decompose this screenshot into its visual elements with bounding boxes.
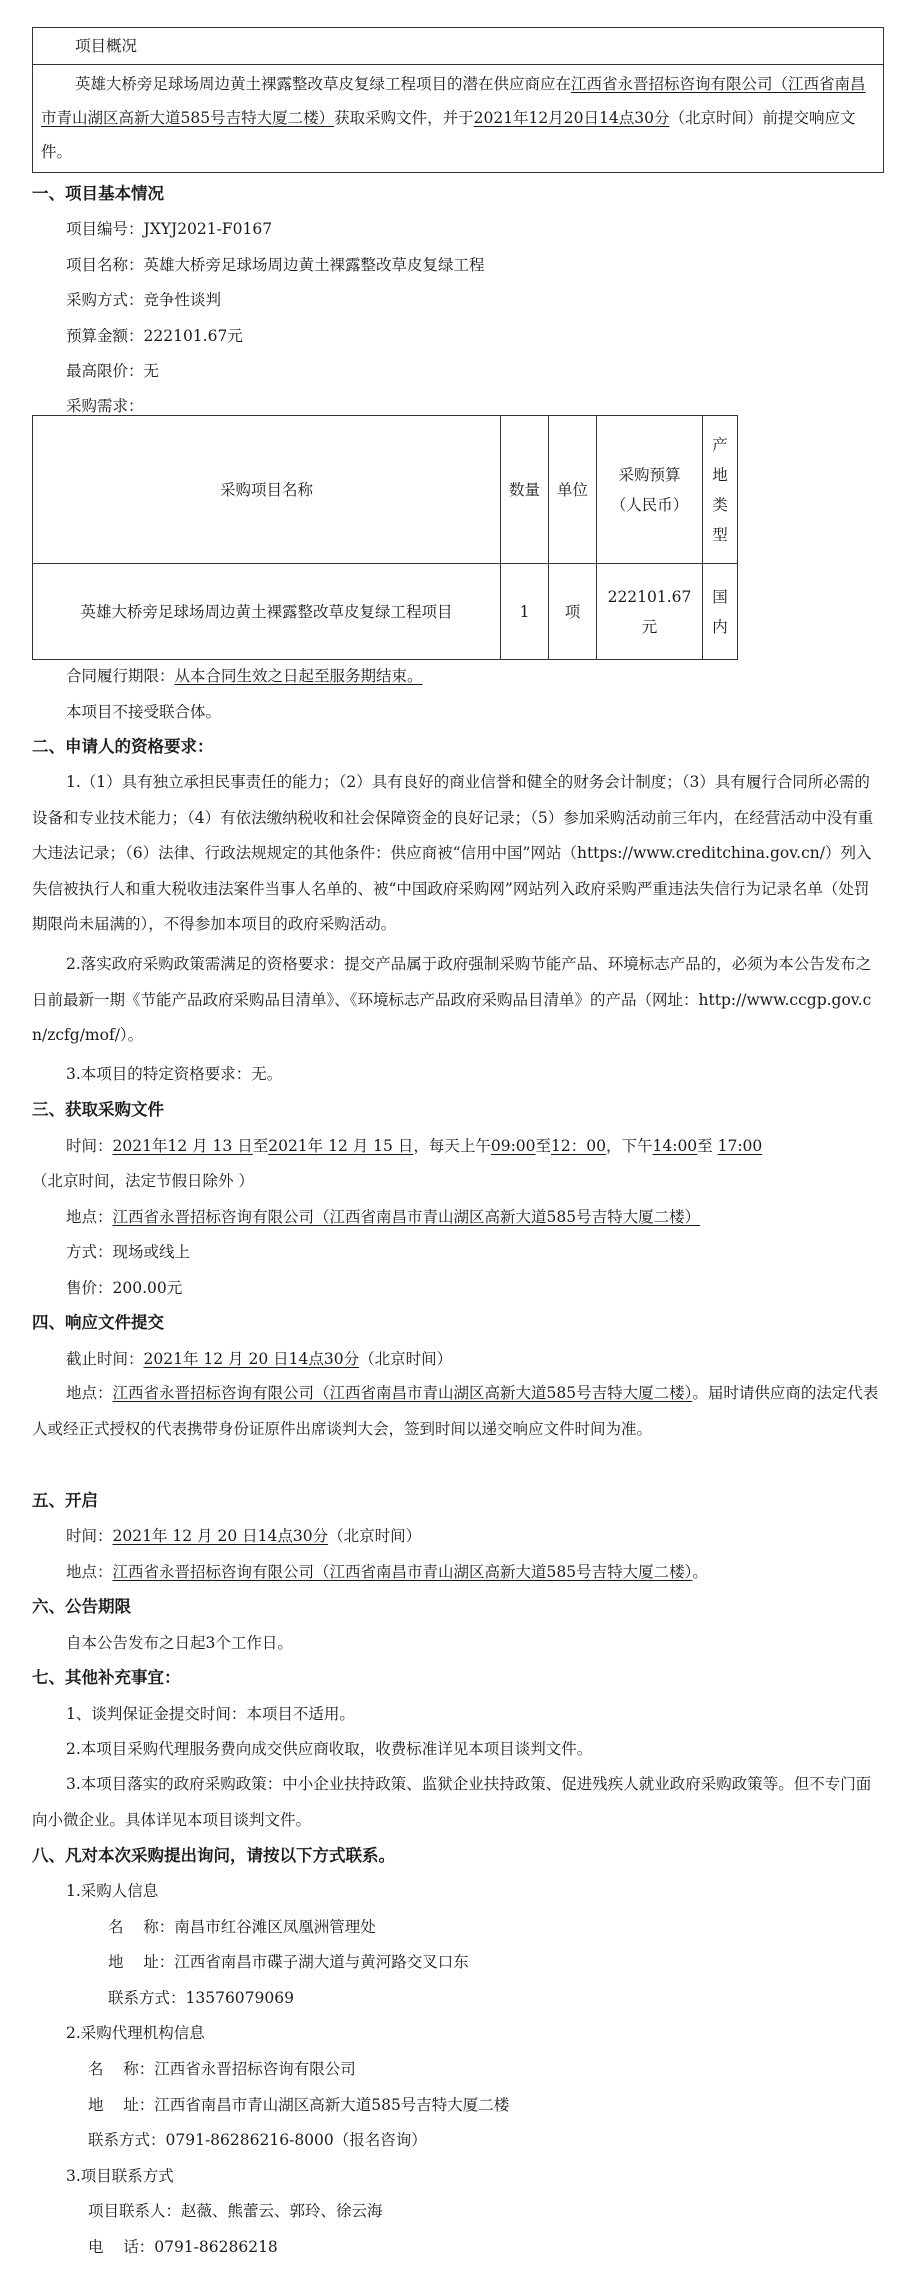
agent-name: 名 称：江西省永晋招标咨询有限公司 (88, 2060, 356, 2078)
procurement-needs-label: 采购需求： (66, 397, 144, 415)
cell-quantity: 1 (501, 564, 549, 660)
header-origin: 产地类型 (703, 416, 738, 564)
buyer-name: 名 称：南昌市红谷滩区凤凰洲管理处 (108, 1918, 376, 1936)
agent-info-title: 2.采购代理机构信息 (66, 2024, 205, 2042)
qualification-2: 2.落实政府采购政策需满足的资格要求：提交产品属于政府强制采购节能产品、环境标志产品的，必须为本公告发布之日前最新一期《节能产品政府采购品目清单》、《环境标志产品政府采购品目清单》的产品（网址：http://www.ccgp.gov.cn/zcfg/mof/）。 (32, 955, 872, 1044)
table-header-row (33, 416, 738, 564)
cell-budget: 222101.67元 (597, 564, 703, 660)
other-item-1: 1、谈判保证金提交时间：本项目不适用。 (66, 1705, 355, 1723)
cell-unit: 项 (549, 564, 597, 660)
budget-amount: 预算金额：222101.67元 (66, 327, 243, 345)
no-consortium: 本项目不接受联合体。 (66, 703, 222, 721)
overview-box (32, 65, 884, 173)
agent-contact: 联系方式：0791-86286216-8000（报名咨询） (88, 2131, 427, 2149)
notice-period: 自本公告发布之日起3个工作日。 (66, 1634, 293, 1652)
buyer-info-title: 1.采购人信息 (66, 1882, 159, 1900)
buyer-contact: 联系方式：13576079069 (108, 1989, 294, 2007)
header-item-name: 采购项目名称 (33, 416, 501, 564)
acquire-place: 地点：江西省永晋招标咨询有限公司（江西省南昌市青山湖区高新大道585号吉特大厦二楼） (66, 1208, 701, 1226)
section-8-title: 八、凡对本次采购提出询问，请按以下方式联系。 (32, 1846, 395, 1865)
project-name: 项目名称：英雄大桥旁足球场周边黄土裸露整改草皮复绿工程 (66, 256, 485, 274)
agent-address: 地 址：江西省南昌市青山湖区高新大道585号吉特大厦二楼 (88, 2096, 510, 2114)
qualification-3: 3.本项目的特定资格要求：无。 (66, 1065, 283, 1083)
section-1-title: 一、项目基本情况 (32, 184, 164, 203)
other-item-3: 3.本项目落实的政府采购政策：中小企业扶持政策、监狱企业扶持政策、促进残疾人就业政府采购政策等。但不专门面向小微企业。具体详见本项目谈判文件。 (32, 1775, 872, 1829)
section-6-title: 六、公告期限 (32, 1597, 131, 1616)
contract-period: 合同履行期限：从本合同生效之日起至服务期结束。 (66, 667, 423, 685)
section-4-title: 四、响应文件提交 (32, 1313, 164, 1332)
project-number: 项目编号：JXYJ2021-F0167 (66, 220, 273, 238)
submission-place: 地点：江西省永晋招标咨询有限公司（江西省南昌市青山湖区高新大道585号吉特大厦二楼）。届时请供应商的法定代表人或经正式授权的代表携带身份证原件出席谈判大会，签到时间以递交响应文件时间为准。 (32, 1384, 879, 1438)
overview-deadline: 2021年12月20日14点30分 (473, 109, 670, 127)
opening-place: 地点：江西省永晋招标咨询有限公司（江西省南昌市青山湖区高新大道585号吉特大厦二楼）。 (66, 1563, 708, 1581)
acquire-time-note: （北京时间，法定节假日除外 ） (32, 1172, 254, 1190)
buyer-address: 地 址：江西省南昌市碟子湖大道与黄河路交叉口东 (108, 1953, 469, 1971)
submission-deadline: 截止时间：2021年 12 月 20 日14点30分（北京时间） (66, 1350, 453, 1368)
section-5-title: 五、开启 (32, 1491, 98, 1510)
other-item-2: 2.本项目采购代理服务费向成交供应商收取，收费标准详见本项目谈判文件。 (66, 1740, 593, 1758)
section-2-title: 二、申请人的资格要求： (32, 737, 214, 756)
overview-title: 项目概况 (75, 37, 138, 55)
header-quantity: 数量 (501, 416, 549, 564)
cell-item-name: 英雄大桥旁足球场周边黄土裸露整改草皮复绿工程项目 (33, 564, 501, 660)
cell-origin: 国内 (703, 564, 738, 660)
procurement-method: 采购方式：竞争性谈判 (66, 291, 222, 309)
overview-place-link: 江西省永晋招标咨询有限公司（江西省南昌市青山湖区高新大道585号吉特大厦二楼） (41, 75, 866, 127)
acquire-time: 时间：2021年12 月 13 日至2021年 12 月 15 日，每天上午09:00至12：00，下午14:00至 17:00 (66, 1137, 763, 1155)
max-price: 最高限价：无 (66, 362, 160, 380)
overview-header-box (32, 27, 884, 65)
acquire-manner: 方式：现场或线上 (66, 1243, 191, 1261)
requirements-table (32, 415, 738, 660)
project-phone: 电 话：0791-86286218 (88, 2238, 278, 2256)
project-contact-title: 3.项目联系方式 (66, 2167, 174, 2185)
header-unit: 单位 (549, 416, 597, 564)
section-3-title: 三、获取采购文件 (32, 1100, 164, 1119)
opening-time: 时间：2021年 12 月 20 日14点30分（北京时间） (66, 1527, 422, 1545)
overview-text: 英雄大桥旁足球场周边黄土裸露整改草皮复绿工程项目的潜在供应商应在江西省永晋招标咨询有限公司（江西省南昌市青山湖区高新大道585号吉特大厦二楼）获取采购文件，并于2021年12月20日14点30分（北京时间）前提交响应文件。 (41, 75, 866, 161)
table-row (33, 564, 738, 660)
document-price: 售价：200.00元 (66, 1279, 183, 1297)
section-7-title: 七、其他补充事宜： (32, 1668, 181, 1687)
project-contact-person: 项目联系人：赵薇、熊蕾云、郭玲、徐云海 (88, 2202, 383, 2220)
header-budget: 采购预算（人民币） (597, 416, 703, 564)
qualification-1: 1.（1）具有独立承担民事责任的能力；（2）具有良好的商业信誉和健全的财务会计制度；（3）具有履行合同所必需的设备和专业技术能力；（4）有依法缴纳税收和社会保障资金的良好记录；（5）参加采购活动前三年内，在经营活动中没有重大违法记录；（6）法律、行政法规规定的其他条件：供应商被“信用中国”网站（https://www.creditchina.gov.cn/）列入失信被执行人和重大税收违法案件当事人名单的、被“中国政府采购网”网站列入政府采购严重违法失信行为记录名单（处罚期限尚未届满的），不得参加本项目的政府采购活动。 (32, 773, 874, 933)
